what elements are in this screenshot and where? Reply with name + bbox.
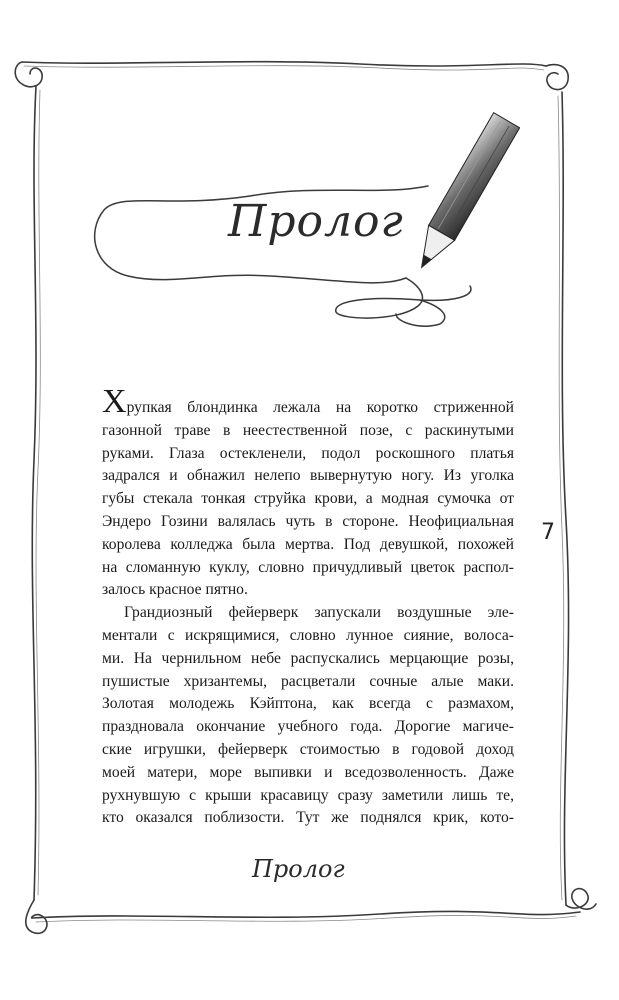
text-line: Золотая молодежь Кэйптона, как всегда с размахом, [102, 695, 514, 713]
text-line: Эндеро Гозини валялась чуть в стороне. Неофициальная [102, 512, 514, 530]
text-line: рухнувшую с крыши красавицу сразу заметили лишь те, [102, 786, 514, 804]
text-line: Хрупкая блондинка лежала на коротко стриженной [102, 383, 514, 420]
pencil-drawing-icon [400, 108, 520, 298]
text-line: руками. Глаза остекленели, подол роскошного платья [102, 444, 514, 462]
text-line: задрался и обнажил нелепо вывернутую ногу. Из уголка [102, 467, 514, 485]
text-line: на сломанную куклу, словно причудливый цветок распол- [102, 558, 514, 576]
text-line: губы стекала тонкая струйка крови, а модная сумочка от [102, 490, 514, 508]
text-line: ментали с искрящимися, словно лунное сияние, волоса- [102, 626, 514, 644]
paragraph-1 [102, 383, 514, 602]
page-number: 7 [541, 520, 555, 545]
text-line: кто оказался поблизости. Тут же поднялся крик, кото- [102, 809, 514, 827]
paragraph-2 [102, 602, 514, 830]
text-line: ми. На чернильном небе распускались мерцающие розы, [102, 649, 514, 667]
initial-letter: Х [102, 383, 127, 420]
text-line: праздновала окончание учебного года. Дорогие магиче- [102, 718, 514, 736]
text-line: моей матери, море выпивки и вседозволенность. Даже [102, 763, 514, 781]
text-line: ские игрушки, фейерверк стоимостью в годовой доход [102, 740, 514, 758]
text-line: газонной траве в неестественной позе, с раскинутыми [102, 421, 514, 439]
body-text [102, 383, 514, 830]
text-line: пушистые хризантемы, расцветали сочные алые маки. [102, 672, 514, 690]
text-line: королева колледжа была мертва. Под девушкой, похожей [102, 535, 514, 553]
running-footer-title: Пролог [252, 855, 345, 883]
chapter-title: Пролог [228, 196, 404, 247]
text-line: залось красное пятно. [102, 581, 248, 599]
text-line: Грандиозный фейерверк запускали воздушные эле- [124, 604, 514, 622]
